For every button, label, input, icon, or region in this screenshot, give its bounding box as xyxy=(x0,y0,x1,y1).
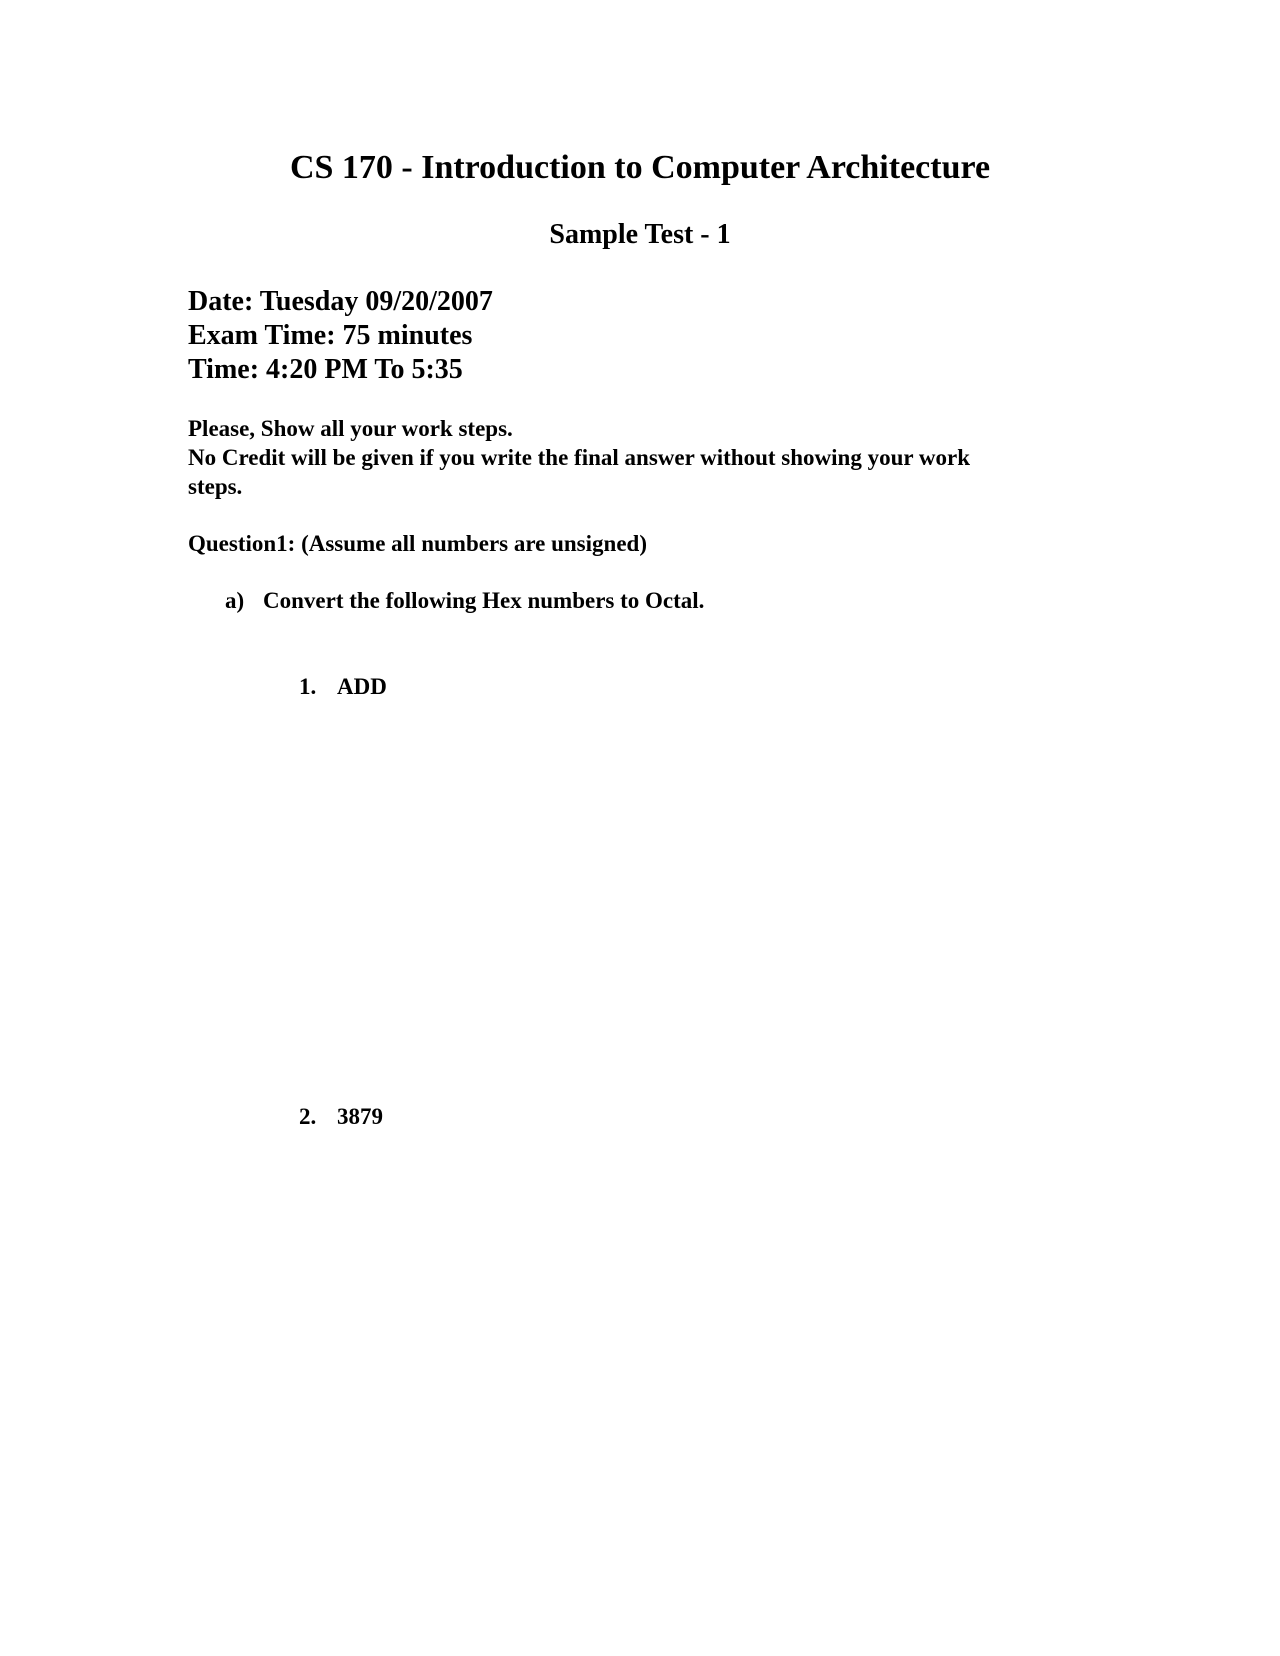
test-subtitle: Sample Test - 1 xyxy=(549,219,731,250)
instruction-line-2: No Credit will be given if you write the final answer without showing your work xyxy=(188,445,971,470)
question1-header: Question1: (Assume all numbers are unsigned) xyxy=(188,531,647,556)
exam-date: Date: Tuesday 09/20/2007 xyxy=(188,286,493,317)
item-2-number: 2. xyxy=(299,1104,317,1129)
instruction-line-3: steps. xyxy=(188,474,243,499)
item-2-value: 3879 xyxy=(337,1104,383,1129)
item-1-value: ADD xyxy=(337,674,387,699)
part-a-text: Convert the following Hex numbers to Octal. xyxy=(263,588,705,613)
part-a-label: a) xyxy=(225,588,245,613)
exam-duration: Exam Time: 75 minutes xyxy=(188,320,473,351)
instruction-line-1: Please, Show all your work steps. xyxy=(188,416,513,441)
exam-time: Time: 4:20 PM To 5:35 xyxy=(188,354,463,385)
course-title: CS 170 - Introduction to Computer Architecture xyxy=(289,149,991,186)
item-1-number: 1. xyxy=(299,674,317,699)
